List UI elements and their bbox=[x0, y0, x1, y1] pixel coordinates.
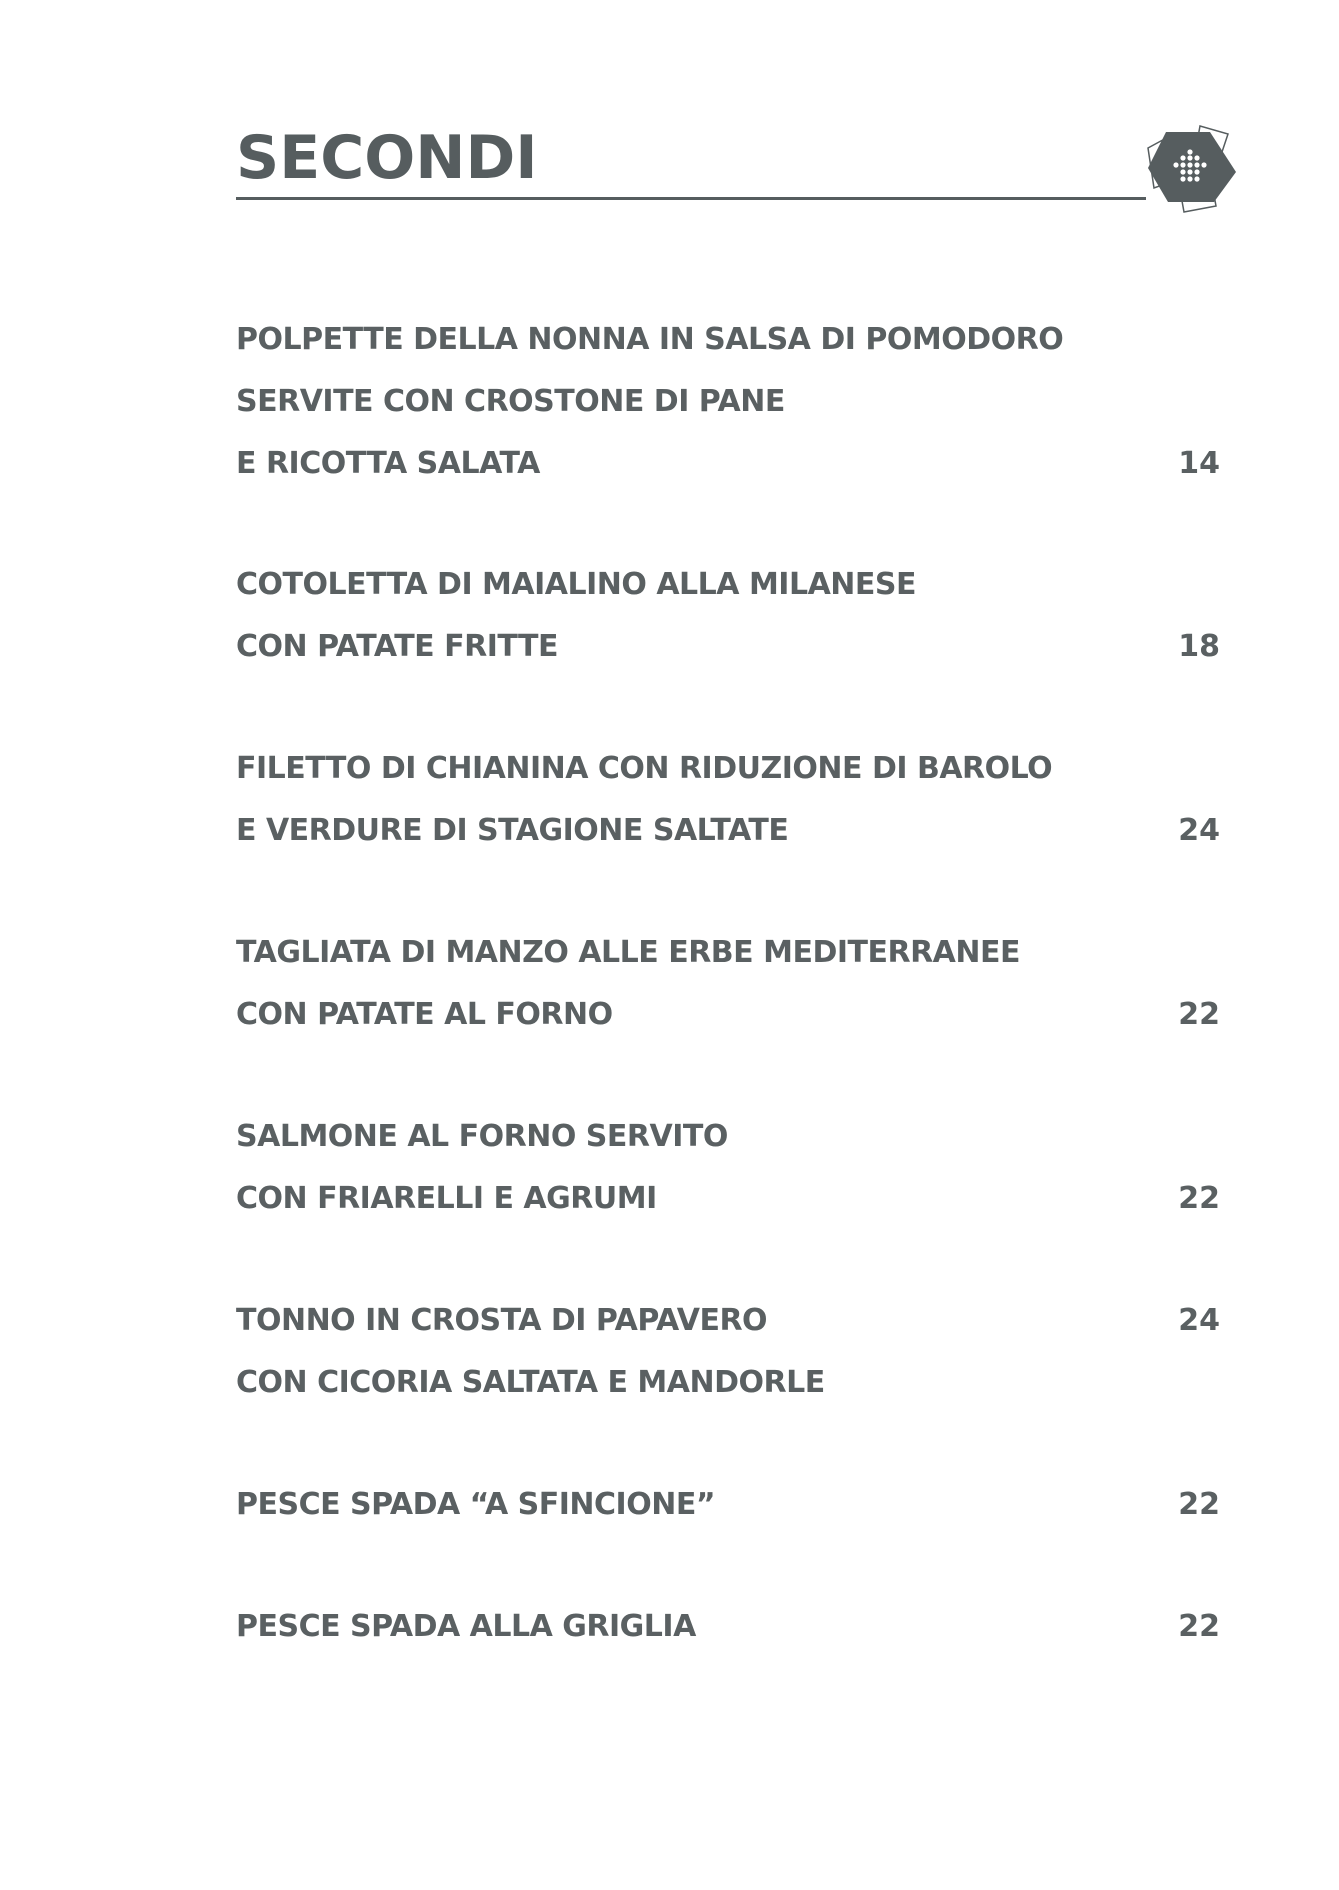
menu-item-price: 14 bbox=[1178, 446, 1220, 481]
menu-item-line: FILETTO DI CHIANINA CON RIDUZIONE DI BAROLO bbox=[236, 751, 1053, 786]
menu-item-price: 24 bbox=[1178, 813, 1220, 848]
menu-item-line: PESCE SPADA “A SFINCIONE” bbox=[236, 1487, 716, 1522]
menu-item-price: 22 bbox=[1178, 1181, 1220, 1216]
menu-item-line: COTOLETTA DI MAIALINO ALLA MILANESE bbox=[236, 567, 916, 602]
title-underline bbox=[236, 197, 1146, 200]
menu-item-line: SALMONE AL FORNO SERVITO bbox=[236, 1119, 728, 1154]
menu-item-line: CON PATATE FRITTE bbox=[236, 629, 558, 664]
menu-item-line: TAGLIATA DI MANZO ALLE ERBE MEDITERRANEE bbox=[236, 935, 1020, 970]
menu-item-price: 22 bbox=[1178, 1487, 1220, 1522]
menu-item-price: 24 bbox=[1178, 1303, 1220, 1338]
menu-item-price: 22 bbox=[1178, 1609, 1220, 1644]
menu-item-price: 22 bbox=[1178, 997, 1220, 1032]
menu-item-line: TONNO IN CROSTA DI PAPAVERO bbox=[236, 1303, 768, 1338]
menu-item-price: 18 bbox=[1178, 629, 1220, 664]
sicilia-trinacria-icon bbox=[1140, 118, 1240, 218]
menu-item-line: E RICOTTA SALATA bbox=[236, 446, 540, 481]
menu-item-line: POLPETTE DELLA NONNA IN SALSA DI POMODORO bbox=[236, 322, 1064, 357]
menu-item-line: SERVITE CON CROSTONE DI PANE bbox=[236, 384, 785, 419]
menu-item-line: CON CICORIA SALTATA E MANDORLE bbox=[236, 1365, 825, 1400]
menu-item-line: CON PATATE AL FORNO bbox=[236, 997, 613, 1032]
menu-item-line: CON FRIARELLI E AGRUMI bbox=[236, 1181, 657, 1216]
menu-item-line: E VERDURE DI STAGIONE SALTATE bbox=[236, 813, 789, 848]
page-title: SECONDI bbox=[236, 123, 538, 193]
menu-item-line: PESCE SPADA ALLA GRIGLIA bbox=[236, 1609, 696, 1644]
